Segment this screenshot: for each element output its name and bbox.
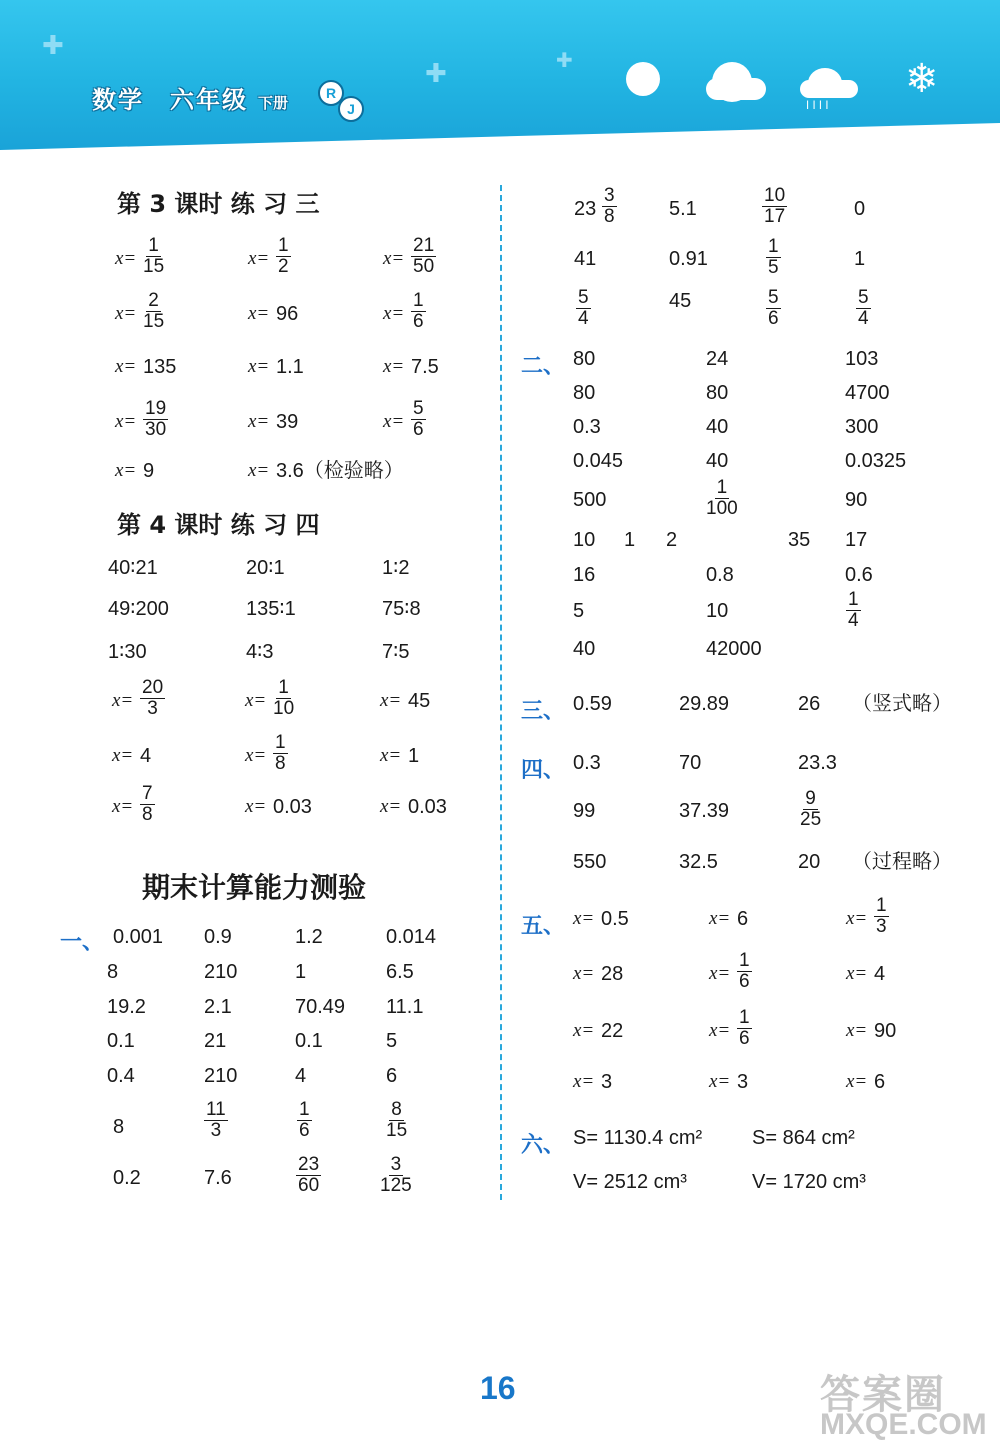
variable-label: x= bbox=[248, 248, 270, 269]
variable-label: x= bbox=[248, 411, 270, 432]
variable-label: x= bbox=[248, 356, 270, 377]
answer-value: 24 bbox=[706, 348, 729, 370]
numerator: 1 bbox=[716, 477, 728, 498]
answer-value: 80 bbox=[573, 348, 596, 370]
fraction bbox=[576, 288, 591, 329]
numerator: 11 bbox=[206, 1099, 226, 1120]
fraction bbox=[762, 186, 787, 227]
variable-label: x= bbox=[112, 796, 134, 817]
answer-value: 7.6 bbox=[204, 1167, 232, 1189]
answer-value: 5 bbox=[386, 1030, 398, 1052]
fraction-answer bbox=[411, 399, 426, 440]
equation-answer: 0.5 bbox=[601, 908, 629, 930]
numerator: 19 bbox=[145, 398, 167, 419]
plus-decoration-icon: ✚ bbox=[556, 50, 573, 72]
answer-value: 0.3 bbox=[573, 416, 601, 438]
answer-value: 10 bbox=[706, 600, 729, 622]
variable-label: x= bbox=[383, 356, 405, 377]
denominator: 4 bbox=[578, 308, 589, 329]
variable-label: x= bbox=[380, 690, 402, 711]
numerator: 1 bbox=[275, 732, 286, 753]
denominator: 6 bbox=[413, 419, 424, 440]
answer-value: 70.49 bbox=[295, 996, 346, 1018]
answer-value: 4 bbox=[295, 1065, 307, 1087]
answer-value: 500 bbox=[573, 489, 607, 511]
variable-label: x= bbox=[115, 303, 137, 324]
denominator: 4 bbox=[858, 308, 869, 329]
sun-icon bbox=[626, 62, 660, 96]
answer-value: 40 bbox=[706, 450, 729, 472]
variable-label: x= bbox=[846, 1020, 868, 1041]
numerator: 1 bbox=[848, 589, 859, 610]
variable-label: x= bbox=[846, 963, 868, 984]
answer-value: 23.3 bbox=[798, 752, 837, 774]
numerator: 1 bbox=[413, 290, 424, 311]
numerator: 10 bbox=[764, 185, 786, 206]
numerator: 3 bbox=[390, 1154, 402, 1175]
numerator: 1 bbox=[148, 235, 159, 256]
denominator: 6 bbox=[768, 308, 779, 329]
variable-label: x= bbox=[573, 908, 595, 929]
denominator: 15 bbox=[143, 311, 165, 332]
fraction bbox=[602, 186, 617, 227]
denominator: 3 bbox=[210, 1120, 222, 1141]
answer-value: 10 bbox=[573, 529, 596, 551]
answer-value: 4700 bbox=[845, 382, 890, 404]
variable-label: x= bbox=[112, 690, 134, 711]
equation-answer: 3 bbox=[601, 1071, 613, 1093]
variable-label: x= bbox=[245, 745, 267, 766]
section-label: 三、 bbox=[521, 699, 566, 724]
variable-label: x= bbox=[573, 1020, 595, 1041]
snowflake-icon: ❄ bbox=[905, 57, 939, 101]
fraction bbox=[846, 590, 861, 631]
answer-value: 0.045 bbox=[573, 450, 624, 472]
exam-title: 期末计算能力测验 bbox=[142, 871, 367, 904]
answer-value: 550 bbox=[573, 851, 607, 873]
fraction bbox=[386, 1100, 407, 1141]
answer-value: 45 bbox=[669, 290, 692, 312]
answer-value: 26 bbox=[798, 693, 821, 715]
answer-value: 32.5 bbox=[679, 851, 718, 873]
lesson3-title: 第 3 课时 练 习 三 bbox=[117, 190, 320, 218]
ratio-answer: 1∶30 bbox=[108, 641, 147, 663]
section-label: 四、 bbox=[521, 758, 566, 783]
fraction-answer bbox=[273, 733, 288, 774]
variable-label: x= bbox=[380, 745, 402, 766]
ratio-answer: 75∶8 bbox=[382, 598, 421, 620]
answer-value: 99 bbox=[573, 800, 596, 822]
fraction-answer bbox=[140, 784, 155, 825]
answer-value: 8 bbox=[107, 961, 119, 983]
answer-value: 2 bbox=[666, 529, 678, 551]
fraction bbox=[800, 789, 821, 830]
answer-value: 40 bbox=[573, 638, 596, 660]
answer-value: 0.014 bbox=[386, 926, 437, 948]
answer-value: 0.001 bbox=[113, 926, 164, 948]
answer-value: 80 bbox=[706, 382, 729, 404]
numerator: 9 bbox=[805, 788, 816, 809]
fraction-answer bbox=[411, 236, 436, 277]
variable-label: x= bbox=[709, 963, 731, 984]
equation-answer: 90 bbox=[874, 1020, 897, 1042]
equation-answer: 6 bbox=[737, 908, 749, 930]
equation-answer: 45 bbox=[408, 690, 431, 712]
section-label: 一、 bbox=[60, 930, 105, 955]
volume-answer: V= 2512 cm³ bbox=[573, 1171, 687, 1193]
surface-area-answer: S= 864 cm² bbox=[752, 1127, 855, 1149]
equation-answer: 1.1 bbox=[276, 356, 304, 378]
answer-value: 17 bbox=[845, 529, 868, 551]
badge-r: R bbox=[318, 80, 344, 106]
denominator: 8 bbox=[275, 753, 286, 774]
denominator: 6 bbox=[299, 1120, 310, 1141]
denominator: 30 bbox=[145, 419, 167, 440]
grade-title: 六年级 bbox=[170, 86, 248, 114]
variable-label: x= bbox=[245, 796, 267, 817]
fraction bbox=[380, 1155, 412, 1196]
denominator: 8 bbox=[142, 804, 153, 825]
variable-label: x= bbox=[573, 1071, 595, 1092]
variable-label: x= bbox=[709, 1020, 731, 1041]
equation-answer: 135 bbox=[143, 356, 177, 378]
answer-value: 0.3 bbox=[573, 752, 601, 774]
variable-label: x= bbox=[383, 411, 405, 432]
numerator: 1 bbox=[739, 950, 750, 971]
equation-answer: 0.03 bbox=[273, 796, 312, 818]
denominator: 3 bbox=[147, 698, 158, 719]
denominator: 5 bbox=[768, 257, 779, 278]
equation-answer: 1 bbox=[408, 745, 420, 767]
equation-answer: 6 bbox=[874, 1071, 886, 1093]
answer-value: 0.2 bbox=[113, 1167, 141, 1189]
answer-value: 5.1 bbox=[669, 198, 697, 220]
page-number: 16 bbox=[480, 1370, 516, 1406]
section-label: 六、 bbox=[521, 1133, 566, 1158]
fraction-answer bbox=[276, 236, 291, 277]
numerator: 1 bbox=[739, 1007, 750, 1028]
variable-label: x= bbox=[248, 303, 270, 324]
answer-value: 0.1 bbox=[295, 1030, 323, 1052]
answer-value: 0.8 bbox=[706, 564, 734, 586]
answer-value: 1.2 bbox=[295, 926, 323, 948]
variable-label: x= bbox=[112, 745, 134, 766]
variable-label: x= bbox=[846, 908, 868, 929]
equation-answer: 4 bbox=[140, 745, 152, 767]
answer-value: 210 bbox=[204, 961, 238, 983]
denominator: 50 bbox=[413, 256, 435, 277]
fraction bbox=[706, 478, 738, 519]
fraction bbox=[296, 1155, 321, 1196]
answer-value: 0 bbox=[854, 198, 866, 220]
fraction bbox=[204, 1100, 228, 1141]
answer-value: 11.1 bbox=[386, 996, 424, 1018]
answer-value: 23 bbox=[574, 198, 597, 220]
watermark-logo: 答案圈 bbox=[820, 1373, 946, 1417]
answer-value: 6.5 bbox=[386, 961, 414, 983]
denominator: 2 bbox=[278, 256, 289, 277]
denominator: 25 bbox=[800, 809, 822, 830]
ratio-answer: 135∶1 bbox=[246, 598, 296, 620]
fraction-answer bbox=[140, 678, 165, 719]
variable-label: x= bbox=[115, 460, 137, 481]
equation-answer: 96 bbox=[276, 303, 299, 325]
numerator: 23 bbox=[298, 1154, 320, 1175]
answer-value: 1 bbox=[295, 961, 307, 983]
fraction-answer bbox=[143, 399, 168, 440]
answer-value: 16 bbox=[573, 564, 596, 586]
answer-value: 5 bbox=[573, 600, 585, 622]
numerator: 1 bbox=[299, 1099, 310, 1120]
answer-value: 2.1 bbox=[204, 996, 232, 1018]
numerator: 5 bbox=[768, 287, 779, 308]
fraction-answer bbox=[273, 678, 294, 719]
answer-value: 0.4 bbox=[107, 1065, 135, 1087]
numerator: 5 bbox=[413, 398, 424, 419]
variable-label: x= bbox=[383, 248, 405, 269]
denominator: 125 bbox=[380, 1175, 412, 1196]
equation-answer: 39 bbox=[276, 411, 299, 433]
answer-value: 0.91 bbox=[669, 248, 708, 270]
section-label: 二、 bbox=[521, 354, 566, 379]
answer-value: 0.9 bbox=[204, 926, 232, 948]
answer-value: （竖式略） bbox=[852, 693, 952, 715]
answer-value: 1 bbox=[624, 529, 636, 551]
answer-value: 6 bbox=[386, 1065, 398, 1087]
numerator: 20 bbox=[142, 677, 164, 698]
equation-answer: 3 bbox=[737, 1071, 749, 1093]
answer-value: 0.1 bbox=[107, 1030, 135, 1052]
fraction bbox=[766, 288, 781, 329]
denominator: 10 bbox=[273, 698, 295, 719]
numerator: 8 bbox=[391, 1099, 402, 1120]
denominator: 6 bbox=[413, 311, 424, 332]
fraction bbox=[856, 288, 871, 329]
surface-area-answer: S= 1130.4 cm² bbox=[573, 1127, 703, 1149]
answer-value: 20 bbox=[798, 851, 821, 873]
ratio-answer: 7∶5 bbox=[382, 641, 410, 663]
equation-answer: 7.5 bbox=[411, 356, 439, 378]
answer-value: 0.6 bbox=[845, 564, 873, 586]
fraction bbox=[766, 237, 781, 278]
answer-value: 8 bbox=[113, 1116, 125, 1138]
fraction-answer bbox=[737, 1008, 752, 1049]
answer-value: 41 bbox=[574, 248, 597, 270]
answer-value: 0.59 bbox=[573, 693, 612, 715]
variable-label: x= bbox=[380, 796, 402, 817]
ratio-answer: 20∶1 bbox=[246, 557, 285, 579]
variable-label: x= bbox=[115, 411, 137, 432]
equation-answer: 3.6（检验略） bbox=[276, 460, 404, 482]
variable-label: x= bbox=[245, 690, 267, 711]
answer-value: 42000 bbox=[706, 638, 762, 660]
header-banner bbox=[0, 0, 1000, 150]
fraction-answer bbox=[143, 236, 164, 277]
section-label: 五、 bbox=[521, 914, 566, 939]
answer-value: 29.89 bbox=[679, 693, 730, 715]
fraction-answer bbox=[411, 291, 426, 332]
denominator: 17 bbox=[764, 206, 786, 227]
answer-value: 80 bbox=[573, 382, 596, 404]
fraction-answer bbox=[737, 951, 752, 992]
equation-answer: 22 bbox=[601, 1020, 624, 1042]
denominator: 15 bbox=[386, 1120, 408, 1141]
numerator: 3 bbox=[604, 185, 615, 206]
ratio-answer: 1∶2 bbox=[382, 557, 410, 579]
answer-value: 300 bbox=[845, 416, 879, 438]
variable-label: x= bbox=[383, 303, 405, 324]
ratio-answer: 40∶21 bbox=[108, 557, 158, 579]
column-divider bbox=[500, 185, 502, 1200]
variable-label: x= bbox=[115, 248, 137, 269]
fraction bbox=[297, 1100, 312, 1141]
denominator: 6 bbox=[739, 1028, 750, 1049]
answer-value: 37.39 bbox=[679, 800, 730, 822]
watermark-url: MXQE.COM bbox=[820, 1408, 987, 1441]
variable-label: x= bbox=[846, 1071, 868, 1092]
answer-value: （过程略） bbox=[852, 851, 952, 873]
answer-value: 103 bbox=[845, 348, 879, 370]
answer-value: 70 bbox=[679, 752, 702, 774]
volume-label: 下册 bbox=[258, 94, 289, 112]
numerator: 2 bbox=[148, 290, 159, 311]
denominator: 60 bbox=[298, 1175, 320, 1196]
ratio-answer: 4∶3 bbox=[246, 641, 274, 663]
equation-answer: 9 bbox=[143, 460, 155, 482]
variable-label: x= bbox=[709, 908, 731, 929]
answer-value: 0.0325 bbox=[845, 450, 907, 472]
volume-answer: V= 1720 cm³ bbox=[752, 1171, 866, 1193]
answer-value: 19.2 bbox=[107, 996, 146, 1018]
denominator: 15 bbox=[143, 256, 165, 277]
numerator: 5 bbox=[858, 287, 869, 308]
fraction-answer bbox=[874, 896, 889, 937]
denominator: 4 bbox=[848, 610, 859, 631]
equation-answer: 28 bbox=[601, 963, 624, 985]
answer-value: 40 bbox=[706, 416, 729, 438]
plus-decoration-icon: ✚ bbox=[425, 58, 447, 88]
ratio-answer: 49∶200 bbox=[108, 598, 169, 620]
lesson4-title: 第 4 课时 练 习 四 bbox=[117, 511, 320, 539]
numerator: 21 bbox=[413, 235, 435, 256]
answer-value: 90 bbox=[845, 489, 868, 511]
variable-label: x= bbox=[709, 1071, 731, 1092]
numerator: 1 bbox=[768, 236, 779, 257]
variable-label: x= bbox=[248, 460, 270, 481]
answer-value: 1 bbox=[854, 248, 866, 270]
denominator: 6 bbox=[739, 971, 750, 992]
answer-value: 21 bbox=[204, 1030, 227, 1052]
numerator: 5 bbox=[578, 287, 589, 308]
numerator: 1 bbox=[876, 895, 887, 916]
badge-j: J bbox=[338, 96, 364, 122]
variable-label: x= bbox=[573, 963, 595, 984]
subject-title: 数学 bbox=[92, 86, 144, 114]
denominator: 8 bbox=[604, 206, 615, 227]
fraction-answer bbox=[143, 291, 164, 332]
denominator: 100 bbox=[706, 498, 738, 519]
numerator: 7 bbox=[142, 783, 153, 804]
numerator: 1 bbox=[278, 235, 289, 256]
numerator: 1 bbox=[278, 677, 289, 698]
equation-answer: 4 bbox=[874, 963, 886, 985]
plus-decoration-icon: ✚ bbox=[42, 30, 64, 60]
denominator: 3 bbox=[876, 916, 887, 937]
answer-value: 210 bbox=[204, 1065, 238, 1087]
variable-label: x= bbox=[115, 356, 137, 377]
answer-value: 35 bbox=[788, 529, 811, 551]
equation-answer: 0.03 bbox=[408, 796, 447, 818]
